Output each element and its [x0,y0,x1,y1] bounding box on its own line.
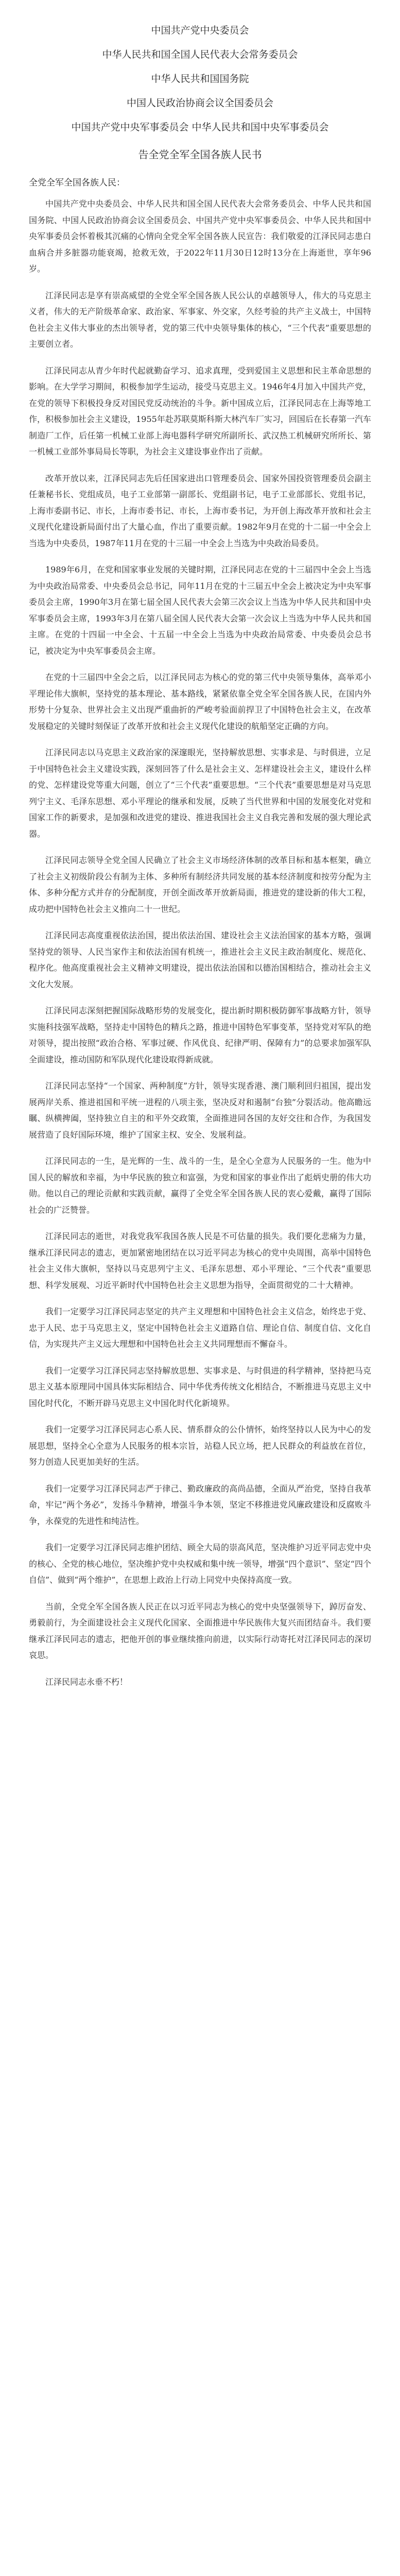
paragraph: 我们一定要学习江泽民同志心系人民、情系群众的公仆情怀，始终坚持以人民为中心的发展思想，坚持全心全意为人民服务的根本宗旨，站稳人民立场，把人民群众的利益放在首位，努力创造人民更加美好的生活。 [29,1425,371,1467]
paragraph: 我们一定要学习江泽民同志坚定的共产主义理想和中国特色社会主义信念，始终忠于党、忠于人民、忠于马克思主义，坚定中国特色社会主义道路自信、理论自信、制度自信、文化自信，为实现共产主义远大理想和中国特色社会主义共同理想而不懈奋斗。 [29,1307,371,1349]
issuer-line: 中国共产党中央军事委员会 中华人民共和国中央军事委员会 [71,122,329,133]
paragraph: 我们一定要学习江泽民同志维护团结、顾全大局的崇高风范，坚决维护习近平同志党中央的核心、全党的核心地位，坚决维护党中央权威和集中统一领导，增强“四个意识”、坚定“四个自信”、做到“两个维护”，在思想上政治上行动上同党中央保持高度一致。 [29,1543,371,1585]
paragraph: 江泽民同志从青少年时代起就勤奋学习、追求真理，受到爱国主义思想和民主革命思想的影响。在大学学习期间，积极参加学生运动，接受马克思主义。1946年4月加入中国共产党，在党的领导下积极投身反对国民党反动统治的斗争。新中国成立后，江泽民同志在上海等地工作，积极参加社会主义建设，1955年赴苏联莫斯科斯大林汽车厂实习，回国后在长春第一汽车制造厂工作，后任第一机械工业部上海电器科学研究所副所长、武汉热工机械研究所所长、第一机械工业部外事局局长等职，为社会主义建设事业作出了贡献。 [29,365,371,456]
paragraph: 在党的十三届四中全会之后，以江泽民同志为核心的党的第三代中央领导集体，高举邓小平理论伟大旗帜，坚持党的基本理论、基本路线，紧紧依靠全党全军全国各族人民，在国内外形势十分复杂、世界社会主义出现严重曲折的严峻考验面前捍卫了中国特色社会主义，在改革发展稳定的关键时刻保证了改革开放和社会主义现代化建设的航船坚定正确的方向。 [29,672,371,731]
paragraph: 江泽民同志领导全党全国人民确立了社会主义市场经济体制的改革目标和基本框架，确立了社会主义初级阶段公有制为主体、多种所有制经济共同发展的基本经济制度和按劳分配为主体、多种分配方式并存的分配制度，开创全面改革开放新局面，推进党的建设新的伟大工程，成功把中国特色社会主义推向二十一世纪。 [29,855,371,914]
closing-line: 江泽民同志永垂不朽！ [45,1676,128,1687]
document-body [29,196,371,1690]
issuer-line: 中华人民共和国国务院 [151,73,249,84]
paragraph: 江泽民同志的一生，是光辉的一生、战斗的一生，是全心全意为人民服务的一生。他为中国人民的解放和幸福，为中华民族的独立和富强，为党和国家的事业作出了彪炳史册的伟大功勋。他以自己的理论贡献和实践贡献，赢得了全党全军全国各族人民的衷心爱戴，赢得了国际社会的广泛赞誉。 [29,1156,371,1215]
paragraph: 当前，全党全军全国各族人民正在以习近平同志为核心的党中央坚强领导下，踔厉奋发、勇毅前行，为全面建设社会主义现代化国家、全面推进中华民族伟大复兴而团结奋斗。我们要继承江泽民同志的遗志，把他开创的事业继续推向前进，以实际行动寄托对江泽民同志的深切哀思。 [29,1601,371,1660]
issuer-line: 中华人民共和国全国人民代表大会常务委员会 [102,49,298,60]
issuer-list [29,24,371,134]
paragraph: 1989年6月，在党和国家事业发展的关键时期，江泽民同志在党的十三届四中全会上当选为中央政治局常委、中央委员会总书记，同年11月在党的十三届五中全会上被决定为中央军事委员会主席，1990年3月在第七届全国人民代表大会第三次会议上当选为中华人民共和国中央军事委员会主席，1993年3月在第八届全国人民代表大会第一次会议上当选为中华人民共和国主席。在党的十四届一中全会、十五届一中全会上当选为中央政治局常委、中央委员会总书记，被决定为中央军事委员会主席。 [29,565,371,656]
paragraph: 江泽民同志的逝世，对我党我军我国各族人民是不可估量的损失。我们要化悲痛为力量，继承江泽民同志的遗志，更加紧密地团结在以习近平同志为核心的党中央周围，高举中国特色社会主义伟大旗帜，坚持以马克思列宁主义、毛泽东思想、邓小平理论、“三个代表”重要思想、科学发展观、习近平新时代中国特色社会主义思想为指导，全面贯彻党的二十大精神。 [29,1231,371,1290]
paragraph: 江泽民同志坚持“一个国家、两种制度”方针，领导实现香港、澳门顺利回归祖国，提出发展两岸关系、推进祖国和平统一进程的八项主张，坚决反对和遏制“台独”分裂活动。他高瞻远瞩、纵横捭阖，坚持独立自主的和平外交政策，全面推进同各国的友好交往和合作，为我国发展营造了良好国际环境，维护了国家主权、安全、发展利益。 [29,1081,371,1140]
paragraph: 我们一定要学习江泽民同志坚持解放思想、实事求是、与时俱进的科学精神，坚持把马克思主义基本原理同中国具体实际相结合、同中华优秀传统文化相结合，不断推进马克思主义中国化时代化，不断开辟马克思主义中国化时代化新境界。 [29,1365,371,1408]
paragraph: 江泽民同志高度重视依法治国，提出依法治国、建设社会主义法治国家的基本方略，强调坚持党的领导、人民当家作主和依法治国有机统一，推进社会主义民主政治制度化、规范化、程序化。他高度重视社会主义精神文明建设，提出依法治国和以德治国相结合，推动社会主义文化大发展。 [29,930,371,989]
document-title: 告全党全军全国各族人民书 [138,148,262,161]
issuer-line: 中国人民政治协商会议全国委员会 [126,97,273,109]
paragraph: 江泽民同志以马克思主义政治家的深邃眼光，坚持解放思想、实事求是、与时俱进，立足于中国特色社会主义建设实践，深刻回答了什么是社会主义、怎样建设社会主义，建设什么样的党、怎样建设党等重大问题，创立了“三个代表”重要思想。“三个代表”重要思想是对马克思列宁主义、毛泽东思想、邓小平理论的继承和发展，反映了当代世界和中国的发展变化对党和国家工作的新要求，是加强和改进党的建设、推进我国社会主义自我完善和发展的强大理论武器。 [29,748,371,839]
paragraph: 江泽民同志深刻把握国际战略形势的发展变化，提出新时期积极防御军事战略方针，领导实施科技强军战略，坚持走中国特色的精兵之路，推进中国特色军事变革，坚持党对军队的绝对领导，提出按照“政治合格、军事过硬、作风优良、纪律严明、保障有力”的总要求加强军队全面建设，推动国防和军队现代化建设取得新成就。 [29,1006,371,1064]
salutation: 全党全军全国各族人民： [29,178,125,188]
paragraph: 中国共产党中央委员会、中华人民共和国全国人民代表大会常务委员会、中华人民共和国国务院、中国人民政治协商会议全国委员会、中国共产党中央军事委员会、中华人民共和国中央军事委员会怀着极其沉痛的心情向全党全军全国各族人民宣告：我们敬爱的江泽民同志患白血病合并多脏器功能衰竭，抢救无效，于2022年11月30日12时13分在上海逝世，享年96岁。 [29,199,371,274]
paragraph: 改革开放以来，江泽民同志先后任国家进出口管理委员会、国家外国投资管理委员会副主任兼秘书长、党组成员，电子工业部第一副部长、党组副书记，电子工业部部长、党组书记，上海市委副书记、市长，上海市委书记、市长，上海市委书记，为开创上海改革开放和社会主义现代化建设新局面付出了大量心血，作出了重要贡献。1982年9月在党的十二届一中全会上当选为中央委员，1987年11月在党的十三届一中全会上当选为中央政治局委员。 [29,473,371,548]
paragraph: 我们一定要学习江泽民同志严于律己、勤政廉政的高尚品德，全面从严治党，坚持自我革命，牢记“两个务必”，发扬斗争精神，增强斗争本领，坚定不移推进党风廉政建设和反腐败斗争，永葆党的先进性和纯洁性。 [29,1483,371,1526]
issuer-line: 中国共产党中央委员会 [151,25,249,36]
paragraph: 江泽民同志是享有崇高威望的全党全军全国各族人民公认的卓越领导人，伟大的马克思主义者，伟大的无产阶级革命家、政治家、军事家、外交家，久经考验的共产主义战士，中国特色社会主义伟大事业的杰出领导者，党的第三代中央领导集体的核心，“三个代表”重要思想的主要创立者。 [29,290,371,349]
